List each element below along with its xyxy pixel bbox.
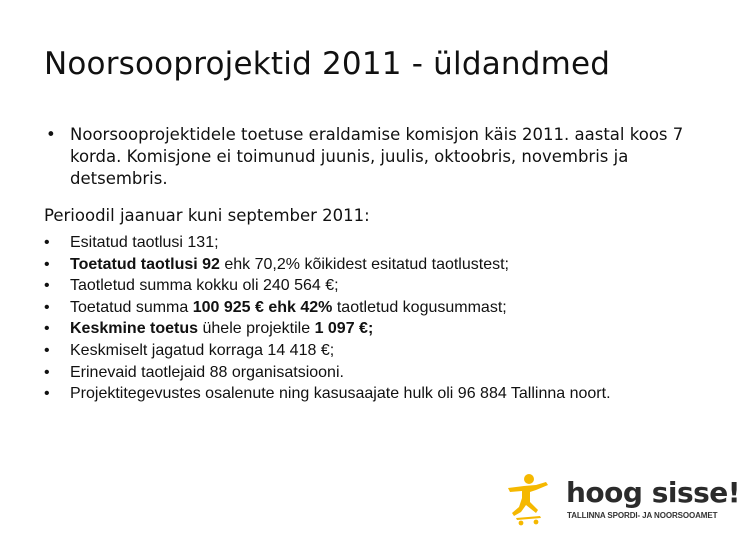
text-segment: Erinevaid taotlejaid 88 organisatsiooni. xyxy=(70,363,344,381)
bold-text-segment: Keskmine toetus xyxy=(70,320,199,338)
stats-list xyxy=(44,232,714,405)
list-item-text xyxy=(70,318,373,340)
list-bullet: • xyxy=(44,234,50,251)
list-item-text xyxy=(70,232,219,254)
list-item xyxy=(44,297,714,319)
period-heading: Perioodil jaanuar kuni september 2011: xyxy=(44,206,370,225)
text-segment: Keskmiselt jagatud korraga 14 418 €; xyxy=(70,341,335,359)
list-item xyxy=(44,232,714,254)
text-segment: Esitatud taotlusi 131; xyxy=(70,234,219,251)
bold-text-segment: 100 925 € ehk 42% xyxy=(192,298,333,316)
slide-title: Noorsooprojektid 2011 - üldandmed xyxy=(44,46,611,82)
list-item xyxy=(44,275,714,297)
list-item-text xyxy=(70,297,507,319)
list-item xyxy=(44,318,714,340)
list-bullet: • xyxy=(44,298,50,316)
list-item-text xyxy=(70,383,611,405)
bold-text-segment: Toetatud taotlusi 92 xyxy=(70,255,220,273)
logo xyxy=(494,470,740,530)
list-item-text xyxy=(70,254,509,276)
text-segment: Toetatud summa xyxy=(70,298,193,316)
bold-text-segment: 1 097 €; xyxy=(314,320,374,338)
text-segment: taotletud kogusummast; xyxy=(332,298,507,316)
logo-subtitle: TALLINNA SPORDI- JA NOORSOOAMET xyxy=(567,511,718,520)
list-bullet: • xyxy=(44,320,50,338)
logo-brand-text: hoog sisse! xyxy=(566,476,740,509)
text-segment: ehk 70,2% kõikidest esitatud taotlustest; xyxy=(219,255,509,273)
text-segment: Projektitegevustes osalenute ning kasusaajate hulk oli 96 884 Tallinna noort. xyxy=(70,385,611,403)
list-item-text xyxy=(70,275,339,297)
intro-paragraph xyxy=(46,124,696,190)
list-item xyxy=(44,383,714,405)
intro-bullet: • xyxy=(46,125,56,144)
list-item xyxy=(44,340,714,362)
list-bullet: • xyxy=(44,277,50,295)
list-bullet: • xyxy=(44,341,50,359)
list-item xyxy=(44,254,714,276)
skater-figure-icon xyxy=(494,470,562,530)
text-segment: Taotletud summa kokku oli 240 564 €; xyxy=(70,277,339,295)
list-item xyxy=(44,362,714,384)
list-item-text xyxy=(70,362,344,384)
list-bullet: • xyxy=(44,255,50,273)
list-bullet: • xyxy=(44,363,50,381)
intro-text: Noorsooprojektidele toetuse eraldamise komisjon käis 2011. aastal koos 7 korda. Komisjone ei toimunud juunis, juulis, oktoobris, novembris ja detsembris. xyxy=(70,125,684,188)
list-item-text xyxy=(70,340,334,362)
list-bullet: • xyxy=(44,385,50,403)
text-segment: ühele projektile xyxy=(198,320,315,338)
